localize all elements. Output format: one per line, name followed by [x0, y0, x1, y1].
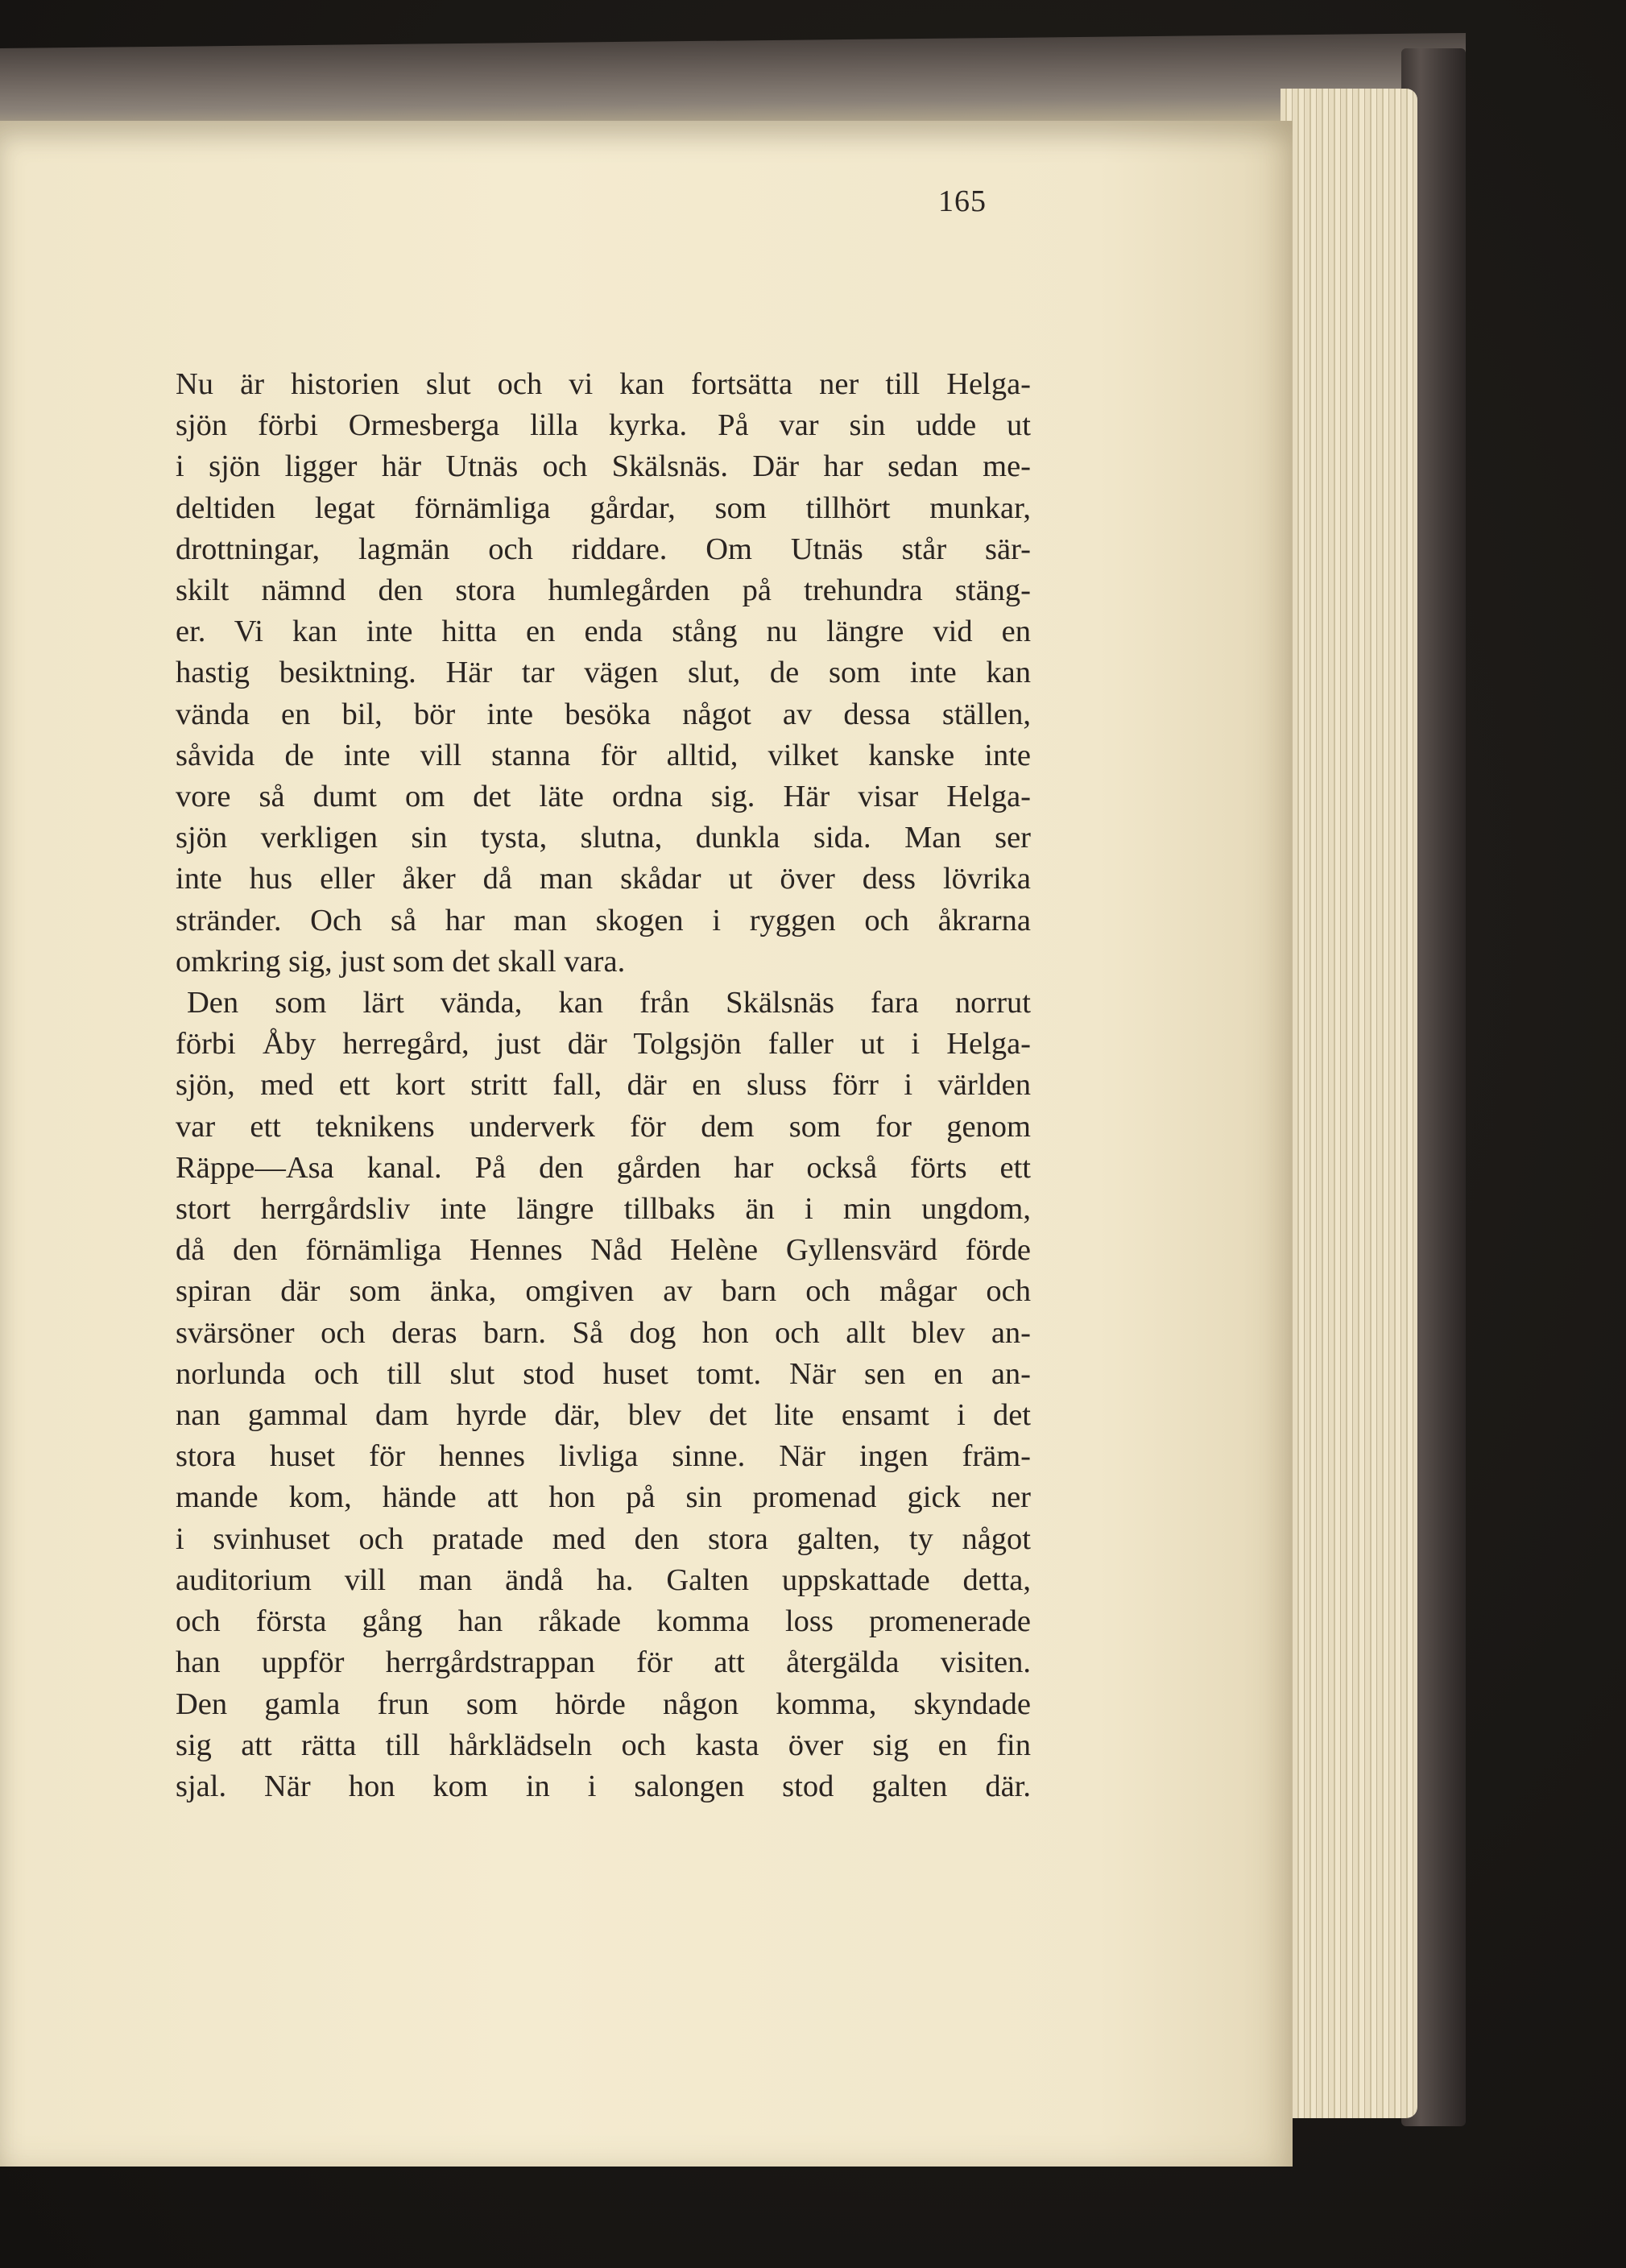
text-line: Den som lärt vända, kan från Skälsnäs fara norrut — [187, 986, 1031, 1020]
text-line: sjal. När hon kom in i salongen stod galten där. — [176, 1769, 1031, 1803]
page-number: 165 — [938, 184, 987, 218]
paragraph-2 — [176, 983, 1031, 1807]
text-line: stora huset för hennes livliga sinne. När ingen främ- — [176, 1439, 1031, 1474]
text-line: stort herrgårdsliv inte längre tillbaks än i min ungdom, — [176, 1192, 1031, 1227]
text-line: vore så dumt om det läte ordna sig. Här visar Helga- — [176, 780, 1031, 814]
text-line: Den gamla frun som hörde någon komma, skyndade — [176, 1687, 1031, 1721]
text-line: sjön förbi Ormesberga lilla kyrka. På var sin udde ut — [176, 408, 1031, 443]
text-line: skilt nämnd den stora humlegården på trehundra stäng- — [176, 573, 1031, 608]
text-line: Räppe—Asa kanal. På den gården har också förts ett — [176, 1150, 1031, 1185]
text-line: stränder. Och så har man skogen i ryggen och åkrarna — [176, 903, 1031, 937]
text-line: i svinhuset och pratade med den stora galten, ty något — [176, 1521, 1031, 1556]
text-line: drottningar, lagmän och riddare. Om Utnäs står sär- — [176, 532, 1031, 566]
text-line: sig att rätta till hårklädseln och kasta över sig en fin — [176, 1728, 1031, 1762]
text-line: sjön, med ett kort stritt fall, där en sluss förr i världen — [176, 1068, 1031, 1103]
text-line: då den förnämliga Hennes Nåd Helène Gyllensvärd förde — [176, 1233, 1031, 1268]
text-line: norlunda och till slut stod huset tomt. När sen en an- — [176, 1356, 1031, 1391]
text-line: spiran där som änka, omgiven av barn och mågar och — [176, 1274, 1031, 1309]
text-line: omkring sig, just som det skall vara. — [176, 944, 626, 979]
text-line: vända en bil, bör inte besöka något av dessa ställen, — [176, 697, 1031, 731]
text-line: och första gång han råkade komma loss promenerade — [176, 1604, 1031, 1639]
text-line: deltiden legat förnämliga gårdar, som tillhört munkar, — [176, 490, 1031, 525]
text-line: han uppför herrgårdstrappan för att återgälda visiten. — [176, 1645, 1031, 1680]
text-line: i sjön ligger här Utnäs och Skälsnäs. Där har sedan me- — [176, 449, 1031, 484]
page-body-text — [176, 364, 1031, 1807]
text-line: hastig besiktning. Här tar vägen slut, de som inte kan — [176, 656, 1031, 690]
text-line: Nu är historien slut och vi kan fortsätta ner till Helga- — [176, 367, 1031, 401]
text-line: auditorium vill man ändå ha. Galten uppskattade detta, — [176, 1562, 1031, 1597]
text-line: er. Vi kan inte hitta en enda stång nu längre vid en — [176, 615, 1031, 649]
text-line: mande kom, hände att hon på sin promenad gick ner — [176, 1480, 1031, 1515]
paragraph-1 — [176, 364, 1031, 983]
text-line: var ett teknikens underverk för dem som for genom — [176, 1109, 1031, 1144]
text-line: sjön verkligen sin tysta, slutna, dunkla sida. Man ser — [176, 821, 1031, 855]
text-line: förbi Åby herregård, just där Tolgsjön faller ut i Helga- — [176, 1027, 1031, 1062]
page-edges-stack — [1281, 89, 1417, 2118]
text-line: svärsöner och deras barn. Så dog hon och allt blev an- — [176, 1315, 1031, 1350]
text-line: såvida de inte vill stanna för alltid, vilket kanske inte — [176, 738, 1031, 772]
text-line: inte hus eller åker då man skådar ut över dess lövrika — [176, 862, 1031, 896]
text-line: nan gammal dam hyrde där, blev det lite ensamt i det — [176, 1398, 1031, 1433]
